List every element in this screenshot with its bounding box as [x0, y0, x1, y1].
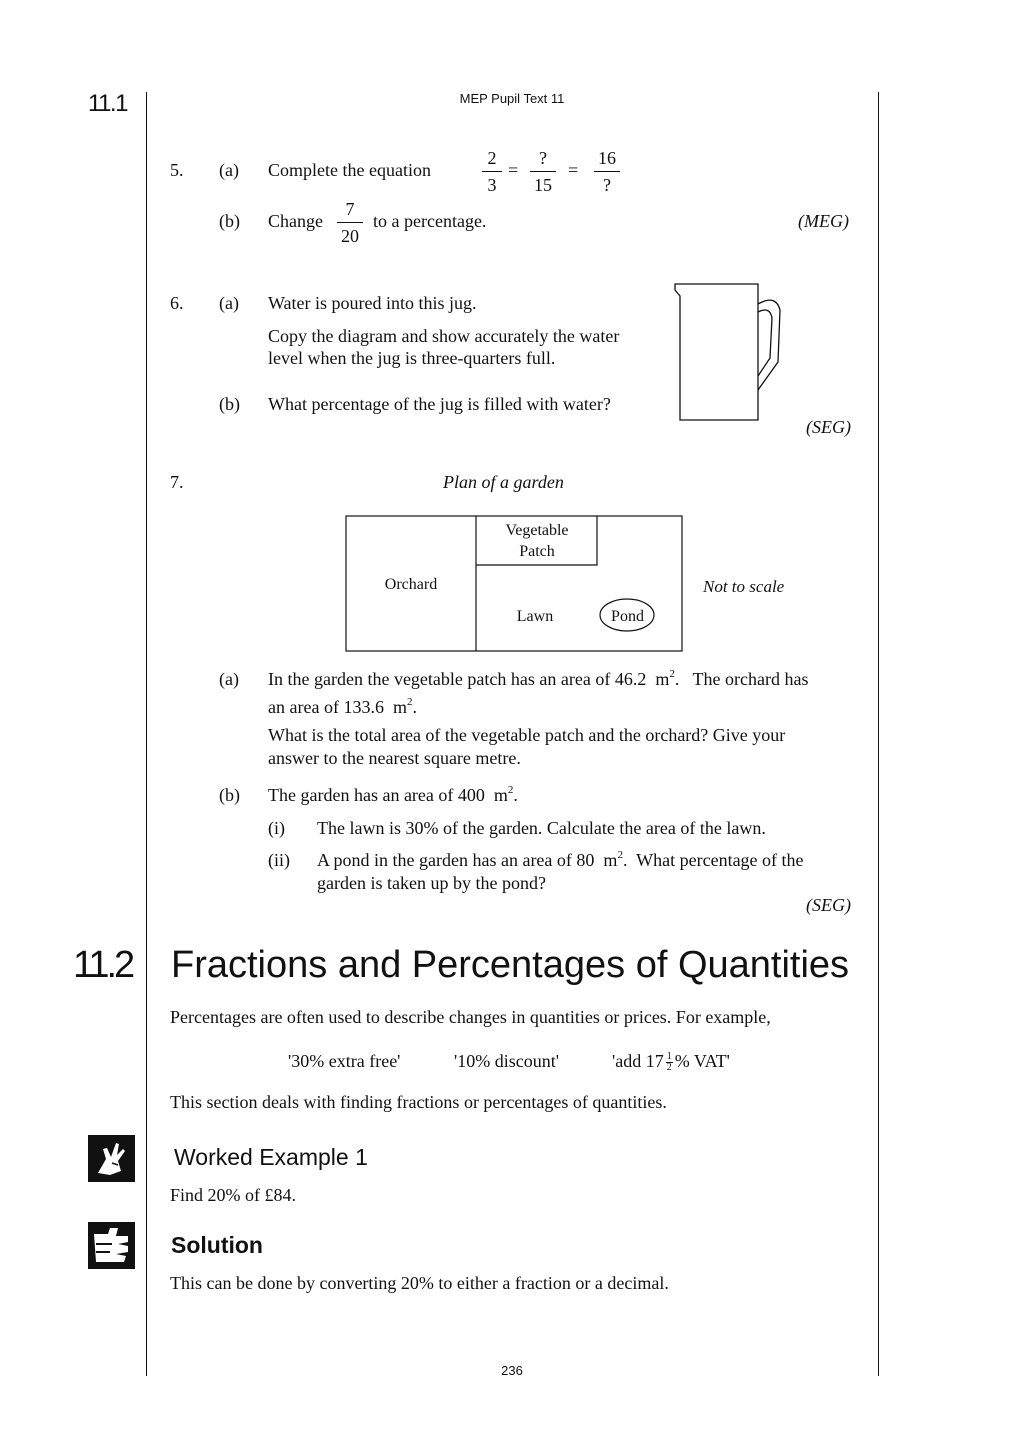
q7-ii-label: (ii)	[268, 850, 290, 870]
q7-b-text: The garden has an area of 400	[268, 785, 485, 805]
running-title: MEP Pupil Text 11	[459, 91, 565, 106]
patch-label: Patch	[519, 543, 555, 560]
not-to-scale-label: Not to scale	[703, 577, 785, 596]
exponent: 2	[507, 784, 514, 796]
q7-a-line1-text: In the garden the vegetable patch has an area of 46.2	[268, 669, 647, 689]
jug-diagram	[670, 280, 790, 425]
example-extra-free: '30% extra free'	[288, 1051, 401, 1071]
q7-b-line: The garden has an area of 400 $m^2$.	[268, 784, 518, 805]
q7-a-line1-after: The orchard has	[692, 669, 809, 689]
section-title: Fractions and Percentages of Quantities	[171, 944, 850, 986]
unit: m	[392, 697, 407, 717]
section-number-header: 11.1	[88, 90, 127, 117]
fraction-numerator: 16	[594, 147, 620, 172]
orchard-label: Orchard	[384, 576, 438, 593]
q7-a-line2: an area of 133.6 $m^2$.	[268, 696, 417, 717]
unit: m	[493, 785, 508, 805]
section-intro: Percentages are often used to describe changes in quantities or prices. For example,	[170, 1007, 771, 1027]
lawn-label: Lawn	[516, 608, 554, 625]
vat-after: % VAT'	[674, 1051, 730, 1071]
fraction-denominator: 15	[534, 175, 552, 195]
q5-number: 5.	[170, 160, 184, 180]
q7-ii-text-before: A pond in the garden has an area of 80	[317, 850, 595, 870]
q5-b-text-after: to a percentage.	[373, 211, 487, 231]
fraction-numerator: 1	[666, 1051, 672, 1063]
q6-a-line3: level when the jug is three-quarters full.	[268, 348, 556, 368]
q5-source: (MEG)	[798, 211, 849, 231]
q7-a-line4: answer to the nearest square metre.	[268, 748, 521, 768]
q6-b-text: What percentage of the jug is filled with water?	[268, 394, 611, 414]
q7-source: (SEG)	[806, 895, 851, 915]
solution-heading: Solution	[171, 1232, 263, 1258]
example-vat	[612, 1050, 730, 1073]
example-discount: '10% discount'	[454, 1051, 559, 1071]
solution-text: This can be done by converting 20% to either a fraction or a decimal.	[170, 1273, 669, 1293]
unit: m	[603, 850, 618, 870]
q6-source: (SEG)	[806, 417, 851, 437]
fraction-denominator: 3	[487, 175, 497, 195]
q7-ii-line1: A pond in the garden has an area of 80 $m^2$. What percentage of the	[317, 849, 804, 870]
q5-fraction-1	[482, 147, 502, 196]
q6-a-line1: Water is poured into this jug.	[268, 293, 477, 313]
q7-ii-line2: garden is taken up by the pond?	[317, 873, 546, 893]
q5-fraction-3	[594, 147, 620, 196]
worked-example-heading: Worked Example 1	[174, 1144, 368, 1170]
fraction-numerator: 7	[337, 198, 363, 223]
q7-a-line3: What is the total area of the vegetable patch and the orchard? Give your	[268, 725, 786, 745]
pond-label: Pond	[611, 608, 644, 625]
q6-a-label: (a)	[219, 293, 239, 313]
fraction-numerator: ?	[530, 147, 556, 172]
q7-ii-text-after: What percentage of the	[636, 850, 804, 870]
plan-title: Plan of a garden	[443, 472, 564, 492]
unit: m	[655, 669, 670, 689]
q5-fraction-2	[530, 147, 556, 196]
q6-a-line2: Copy the diagram and show accurately the water	[268, 326, 620, 346]
q7-a-line2-text: an area of 133.6	[268, 697, 384, 717]
worked-example-problem: Find 20% of £84.	[170, 1185, 296, 1205]
q7-a-line1: In the garden the vegetable patch has an area of 46.2 $m^2$. The orchard has	[268, 668, 809, 689]
q7-i-label: (i)	[268, 818, 285, 838]
q5-a-text: Complete the equation	[268, 160, 431, 180]
exponent: 2	[669, 668, 675, 680]
section-deals: This section deals with finding fractions or percentages of quantities.	[170, 1092, 667, 1112]
fraction-numerator: 2	[482, 147, 502, 172]
q7-a-label: (a)	[219, 669, 239, 689]
solution-hand-icon	[88, 1222, 135, 1269]
fraction-denominator: ?	[603, 175, 611, 195]
q5-b-label: (b)	[219, 211, 240, 231]
fraction-denominator: 20	[341, 226, 359, 246]
fraction-denominator: 2	[666, 1062, 672, 1074]
vat-before: 'add 17	[612, 1051, 664, 1071]
page-number: 236	[501, 1363, 523, 1378]
q7-number: 7.	[170, 472, 184, 492]
left-margin-rule	[146, 92, 147, 1376]
q5-b-text-before: Change	[268, 211, 323, 231]
equals-sign: =	[508, 160, 519, 180]
section-number: 11.2	[73, 944, 133, 986]
q6-b-label: (b)	[219, 394, 240, 414]
q5-a-label: (a)	[219, 160, 239, 180]
q7-i-text: The lawn is 30% of the garden. Calculate the area of the lawn.	[317, 818, 766, 838]
right-margin-rule	[878, 92, 879, 1376]
vat-half-fraction	[666, 1052, 673, 1073]
worked-example-hand-icon	[88, 1135, 135, 1182]
q7-b-label: (b)	[219, 785, 240, 805]
vegetable-label: Vegetable	[505, 522, 569, 539]
exponent: 2	[406, 696, 413, 708]
exponent: 2	[617, 849, 623, 861]
q5-b-fraction	[337, 198, 363, 247]
q6-number: 6.	[170, 293, 184, 313]
equals-sign: =	[568, 160, 579, 180]
